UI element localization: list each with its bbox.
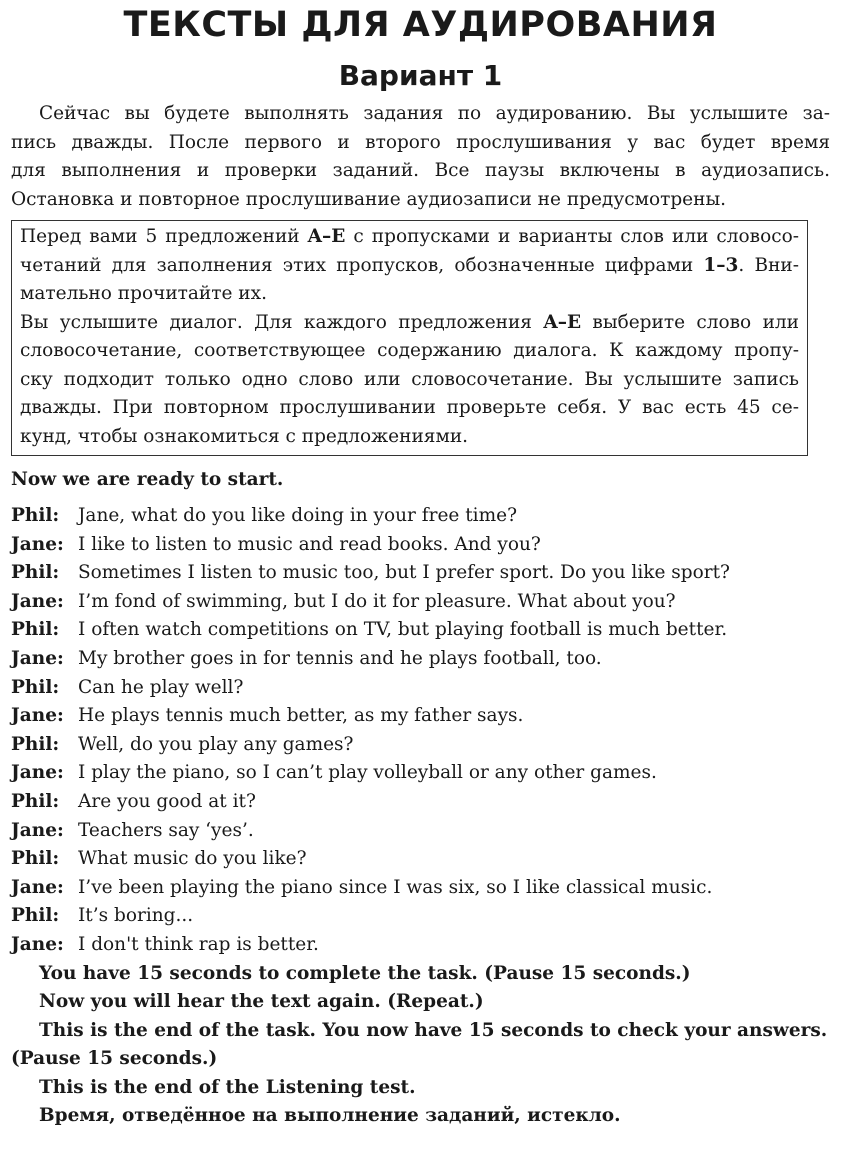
dialogue-line xyxy=(11,702,830,731)
utterance: Teachers say ‘yes’. xyxy=(78,819,254,841)
utterance: Jane, what do you like doing in your free time? xyxy=(78,505,517,526)
utterance: I’ve been playing the piano since I was six, so I like classical music. xyxy=(78,876,713,898)
dialogue-line xyxy=(11,559,830,588)
speaker: Phil: xyxy=(11,733,60,755)
dialogue-line xyxy=(11,845,830,874)
task-text: с пропусками и варианты слов или словосо- xyxy=(345,226,799,247)
utterance: Are you good at it? xyxy=(78,790,256,812)
dialogue-line xyxy=(11,645,830,674)
task-text: Перед вами 5 предложений xyxy=(20,226,308,247)
task-line: словосочетание, соответствующее содержанию диалога. К каждому пропу- xyxy=(20,340,799,361)
utterance: Can he play well? xyxy=(78,676,244,698)
ready-line: Now we are ready to start. xyxy=(11,469,284,490)
task-line xyxy=(20,252,799,281)
task-line: дважды. При повторном прослушивании проверьте себя. У вас есть 45 се- xyxy=(20,397,799,418)
task-range: A–E xyxy=(307,226,346,247)
speaker: Jane: xyxy=(11,762,64,784)
stage-line: (Pause 15 seconds.) xyxy=(11,1048,218,1070)
stage-line: You have 15 seconds to complete the task. (Pause 15 seconds.) xyxy=(39,962,691,984)
dialogue-line xyxy=(11,874,830,903)
speaker: Phil: xyxy=(11,676,60,698)
task-text: . Вни- xyxy=(738,254,799,276)
task-range: 1–3 xyxy=(703,254,739,276)
speaker: Jane: xyxy=(11,590,64,612)
speaker: Jane: xyxy=(11,819,64,841)
dialogue-line xyxy=(11,588,830,617)
utterance: I’m fond of swimming, but I do it for pleasure. What about you? xyxy=(78,590,676,612)
utterance: Sometimes I listen to music too, but I prefer sport. Do you like sport? xyxy=(78,562,730,584)
speaker: Jane: xyxy=(11,876,64,898)
speaker: Phil: xyxy=(11,848,60,870)
utterance: Well, do you play any games? xyxy=(78,733,354,755)
speaker: Phil: xyxy=(11,562,60,584)
speaker: Phil: xyxy=(11,905,60,927)
speaker: Jane: xyxy=(11,705,64,727)
dialogue-line xyxy=(11,674,830,703)
intro-line: Сейчас вы будете выполнять задания по аудированию. Вы услышите за- xyxy=(39,103,830,124)
speaker: Jane: xyxy=(11,647,64,669)
dialogue-line xyxy=(11,817,830,846)
task-line: кунд, чтобы ознакомиться с предложениями. xyxy=(20,425,469,447)
utterance: I often watch competitions on TV, but playing football is much better. xyxy=(78,619,728,641)
utterance: I don't think rap is better. xyxy=(78,933,319,955)
dialogue-line xyxy=(11,502,830,531)
task-line xyxy=(20,223,799,252)
stage-line: Now you will hear the text again. (Repeat.) xyxy=(39,991,484,1013)
dialogue-line xyxy=(11,788,830,817)
dialogue-line xyxy=(11,531,830,560)
task-instructions-box xyxy=(11,220,808,456)
speaker: Phil: xyxy=(11,505,60,526)
utterance: What music do you like? xyxy=(78,848,307,870)
utterance: I play the piano, so I can’t play volleyball or any other games. xyxy=(78,762,657,784)
dialogue-line xyxy=(11,931,830,960)
dialogue-line xyxy=(11,731,830,760)
utterance: I like to listen to music and read books. And you? xyxy=(78,533,541,555)
task-line xyxy=(20,309,799,338)
dialogue xyxy=(11,502,830,960)
intro-line: для выполнения и проверки заданий. Все паузы включены в аудиозапись. xyxy=(11,160,830,181)
task-text: Вы услышите диалог. Для каждого предложения xyxy=(20,311,544,333)
utterance: It’s boring... xyxy=(78,905,194,927)
task-text: четаний для заполнения этих пропусков, обозначенные цифрами xyxy=(20,254,704,276)
task-line: ску подходит только одно слово или словосочетание. Вы услышите запись xyxy=(20,368,799,390)
dialogue-line xyxy=(11,759,830,788)
task-range: A–E xyxy=(543,311,582,333)
speaker: Jane: xyxy=(11,533,64,555)
task-line: мательно прочитайте их. xyxy=(20,283,267,304)
intro-line: Остановка и повторное прослушивание аудиозаписи не предусмотрены. xyxy=(11,188,727,210)
stage-line: Время, отведённое на выполнение заданий, истекло. xyxy=(39,1105,621,1127)
stage-directions xyxy=(11,960,830,1132)
dialogue-line xyxy=(11,616,830,645)
page-title: ТЕКСТЫ ДЛЯ АУДИРОВАНИЯ xyxy=(123,5,718,45)
task-text: выберите слово или xyxy=(581,311,799,333)
dialogue-line xyxy=(11,902,830,931)
speaker: Phil: xyxy=(11,619,60,641)
intro-line: пись дважды. После первого и второго прослушивания у вас будет время xyxy=(11,131,830,153)
stage-line: This is the end of the task. You now have 15 seconds to check your answers. xyxy=(39,1019,828,1041)
variant-heading: Вариант 1 xyxy=(338,59,503,92)
stage-line: This is the end of the Listening test. xyxy=(39,1076,416,1098)
utterance: He plays tennis much better, as my father says. xyxy=(78,705,524,727)
intro-paragraph xyxy=(11,100,830,214)
speaker: Jane: xyxy=(11,933,64,955)
speaker: Phil: xyxy=(11,790,60,812)
utterance: My brother goes in for tennis and he plays football, too. xyxy=(78,647,602,669)
